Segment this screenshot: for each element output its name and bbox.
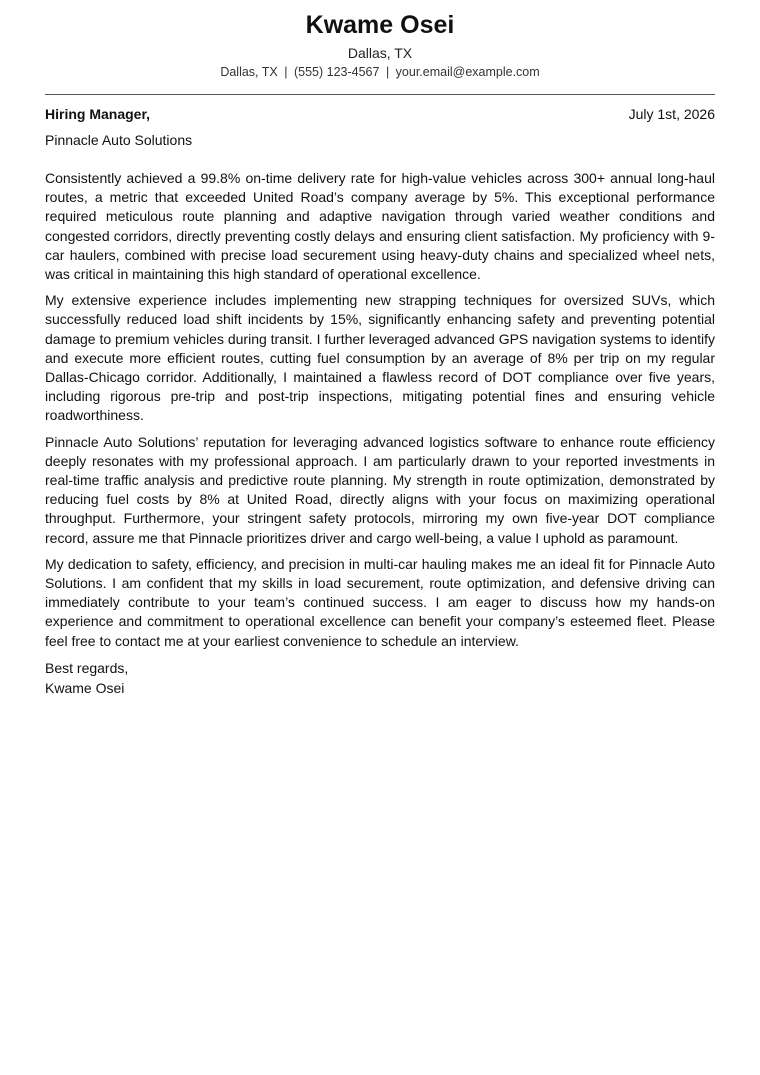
letter-body	[45, 169, 715, 651]
contact-line	[45, 63, 715, 81]
recipient-date-row	[45, 104, 715, 124]
contact-separator: |	[385, 65, 390, 79]
body-paragraph: Pinnacle Auto Solutions’ reputation for leveraging advanced logistics software to enhance route efficiency deeply resonates with my professional approach. I am particularly drawn to your reported investments in real-time traffic analysis and predictive route planning. My strength in route optimization, demonstrated by reducing fuel costs by 8% at United Road, directly aligns with your focus on maximizing operational throughput. Furthermore, your stringent safety protocols, mirroring my own five-year DOT compliance record, assure me that Pinnacle prioritizes driver and cargo well-being, a value I uphold as paramount.	[45, 433, 715, 546]
applicant-name: Kwame Osei	[305, 11, 455, 39]
signature-name: Kwame Osei	[45, 679, 125, 696]
contact-phone: (555) 123-4567	[293, 65, 380, 79]
letter-header	[45, 0, 715, 81]
body-paragraph: My dedication to safety, efficiency, and precision in multi-car hauling makes me an ideal fit for Pinnacle Auto Solutions. I am confident that my skills in load securement, route optimization, and defensive driving can immediately contribute to your team’s continued success. I am eager to discuss how my hands-on experience and commitment to operational excellence can benefit your company’s esteemed fleet. Please feel free to contact me at your earliest convenience to schedule an interview.	[45, 555, 715, 649]
recipient-salutation: Hiring Manager,	[45, 106, 151, 122]
recipient-company: Pinnacle Auto Solutions	[45, 132, 193, 148]
applicant-location: Dallas, TX	[347, 45, 413, 61]
body-paragraph: Consistently achieved a 99.8% on-time delivery rate for high-value vehicles across 300+ annual long-haul routes, a metric that exceeded United Road’s company average by 5%. This exceptional performance required meticulous route planning and adaptive navigation through varied weather conditions and congested corridors, directly preventing costly delays and ensuring client satisfaction. My proficiency with 9-car haulers, combined with precise load securement using heavy-duty chains and specialized wheel nets, was critical in maintaining this high standard of operational excellence.	[45, 170, 715, 283]
contact-city: Dallas, TX	[220, 65, 278, 79]
header-divider	[45, 94, 715, 95]
letter-date: July 1st, 2026	[628, 106, 715, 122]
letter-closing	[45, 658, 715, 698]
closing-phrase: Best regards,	[45, 659, 129, 676]
body-paragraph: My extensive experience includes implementing new strapping techniques for oversized SUVs, which successfully reduced load shift incidents by 15%, significantly enhancing safety and preventing potential damage to premium vehicles during transit. I further leveraged advanced GPS navigation systems to identify and execute more efficient routes, cutting fuel consumption by an average of 8% per trip on my regular Dallas-Chicago corridor. Additionally, I maintained a flawless record of DOT compliance over five years, including rigorous pre-trip and post-trip inspections, mitigating potential fines and ensuring vehicle roadworthiness.	[45, 292, 716, 424]
contact-separator: |	[284, 65, 288, 79]
contact-email: your.email@example.com	[395, 65, 540, 79]
